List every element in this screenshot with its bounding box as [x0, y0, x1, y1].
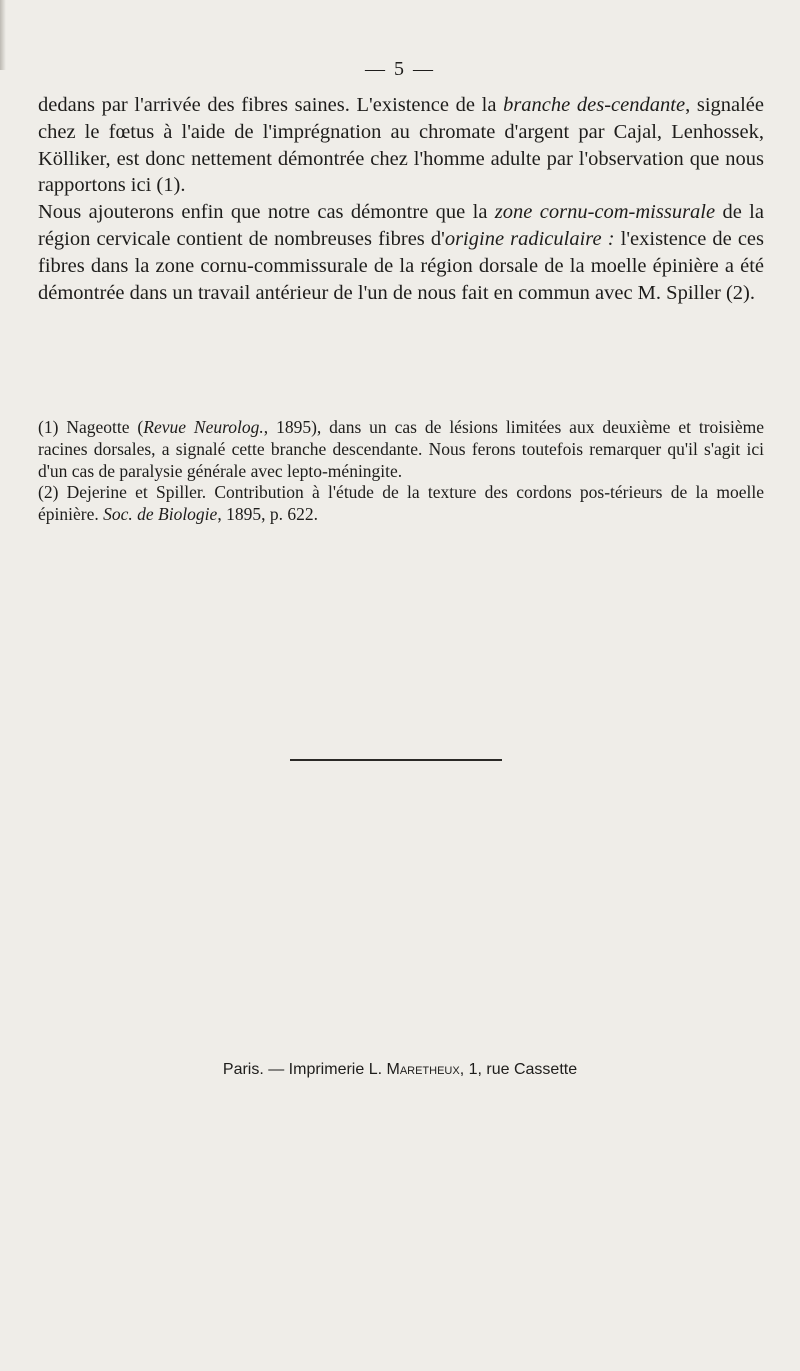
- footnote-2-text-b: , 1895, p. 622.: [217, 504, 318, 525]
- paragraph-2: [38, 199, 764, 306]
- page-number: — 5 —: [365, 58, 435, 80]
- paragraph-2-text-b: de la région cervicale contient de nombreuses fibres d': [38, 201, 764, 250]
- footnote-1: [38, 417, 764, 482]
- paragraph-1-text-b: , signalée chez le fœtus à l'aide de l'imprégnation au chromate d'argent par Cajal, Lenhossek, Kölliker, est donc nettement démontrée chez l'homme adulte par l'observation que nous rapportons ici (1).: [38, 94, 765, 197]
- colophon-printer-name: Maretheux: [386, 1061, 460, 1078]
- paragraph-1-italic-a: branche des-cendante: [503, 94, 686, 116]
- colophon-text-a: Paris. — Imprimerie L.: [222, 1061, 387, 1078]
- paragraph-1: [38, 92, 764, 199]
- footnote-1-text-a: (1) Nageotte (: [38, 417, 144, 437]
- footnote-2: [38, 482, 764, 526]
- paragraph-2-text-a: Nous ajouterons enfin que notre cas démontre que la: [38, 201, 495, 224]
- footnote-1-italic: Revue Neurolog.: [143, 417, 264, 437]
- paragraph-2-italic-a: zone cornu-com-missurale: [494, 201, 716, 224]
- colophon-text-b: , 1, rue Cassette: [459, 1061, 578, 1078]
- footnote-2-text-a: (2) Dejerine et Spiller. Contribution à l'étude de la texture des cordons pos-térieurs de la moelle épinière.: [38, 482, 764, 525]
- printer-colophon: [0, 1061, 800, 1079]
- paragraph-1-text-a: dedans par l'arrivée des fibres saines. L'existence de la: [38, 94, 504, 116]
- separator-rule: [290, 759, 502, 761]
- paragraph-2-italic-b: origine radiculaire :: [444, 227, 615, 250]
- paragraph-2-text-c: l'existence de ces fibres dans la zone cornu-commissurale de la région dorsale de la moelle épinière a été démontrée dans un travail antérieur de l'un de nous fait en commun avec M. Spiller (2).: [38, 227, 765, 304]
- footnotes: [38, 417, 764, 526]
- footnote-1-text-b: , 1895), dans un cas de lésions limitées aux deuxième et troisième racines dorsales, a signalé cette branche descendante. Nous ferons toutefois remarquer qu'il s'agit ici d'un cas de paralysie générale avec lepto-méningite.: [38, 417, 764, 481]
- body-text: [38, 92, 764, 306]
- footnote-2-italic: Soc. de Biologie: [103, 504, 218, 525]
